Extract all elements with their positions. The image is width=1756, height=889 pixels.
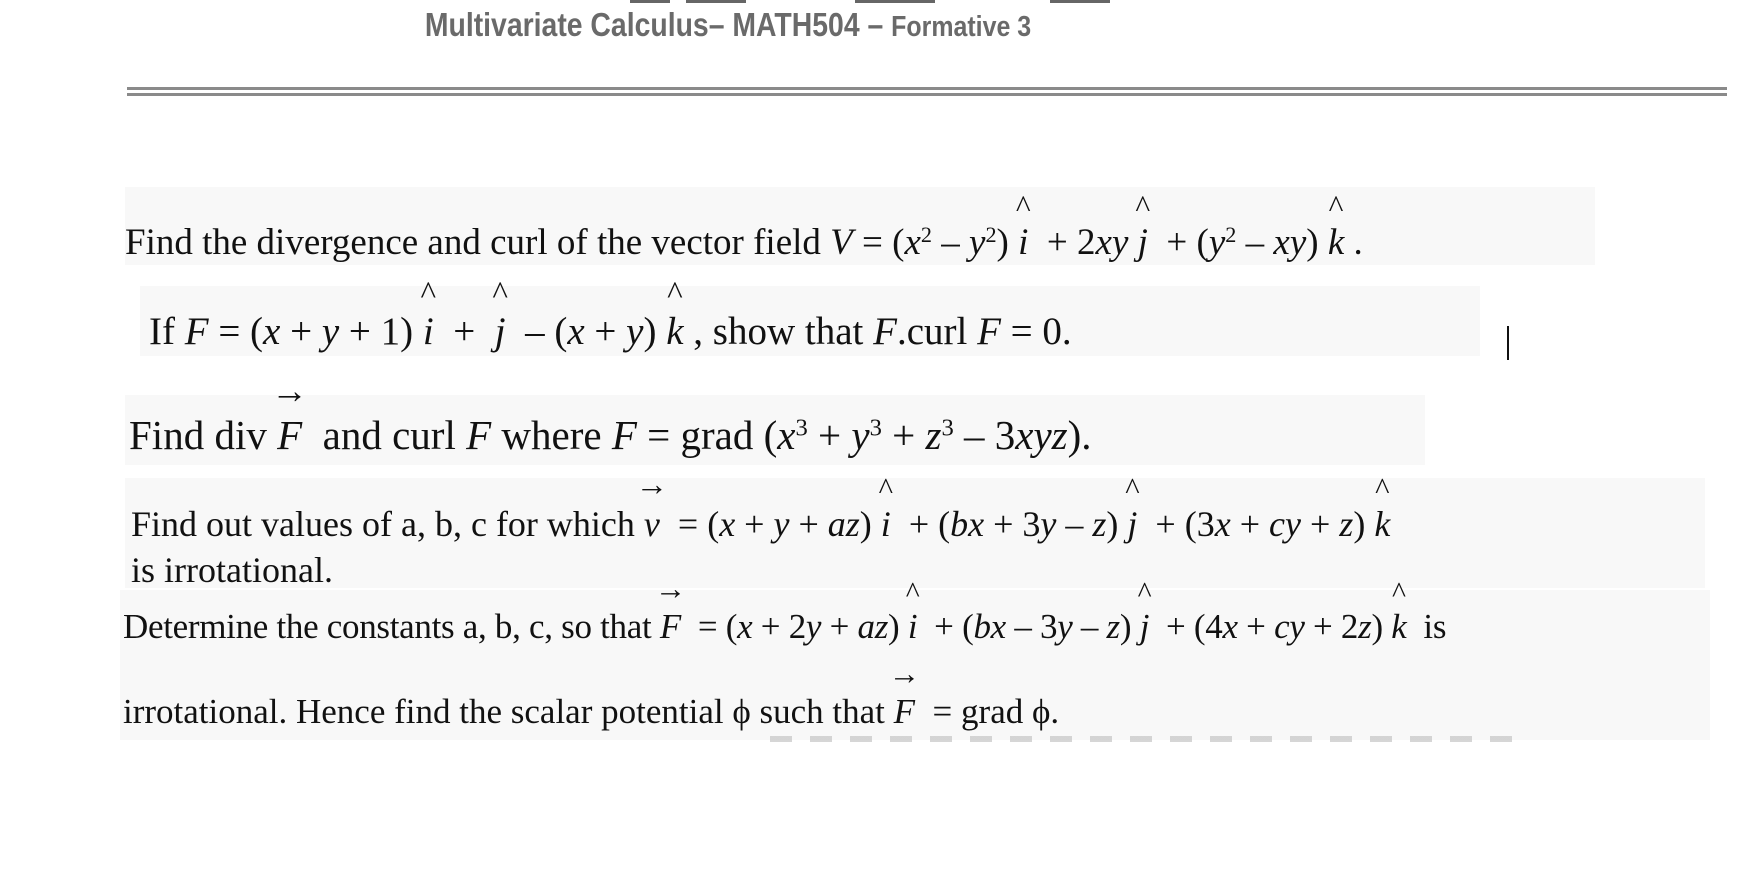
question-4-var: → v (644, 506, 660, 542)
unit-vector-j-hat: ^ j (1140, 609, 1149, 644)
header-top-mark (1050, 0, 1110, 3)
unit-vector-k-hat: ^ k (666, 312, 683, 351)
title-main: Multivariate Calculus– MATH504 – (424, 6, 884, 43)
question-2-var: F (184, 310, 209, 353)
question-4: Find out values of a, b, c for which → v = (x + y + az) ^ i + (bx + 3y – z) ^ j + (3x + cy + z) ^ k (131, 506, 1390, 542)
header-top-mark (630, 0, 670, 3)
unit-vector-i-hat: ^ i (908, 609, 917, 644)
question-4-continuation: is irrotational. (131, 550, 333, 590)
question-3-var: → F (277, 415, 302, 456)
cropped-text-remnant (770, 736, 1530, 742)
question-3-lead: Find div (129, 412, 278, 458)
unit-vector-j-hat: ^ j (1127, 506, 1137, 542)
question-4-lead: Find out values of a, b, c for which (131, 504, 644, 544)
question-1-lead: Find the divergence and curl of the vector field (125, 222, 831, 263)
unit-vector-k-hat: ^ k (1391, 609, 1406, 644)
question-1-var: V (830, 222, 853, 263)
header-divider (127, 93, 1727, 96)
unit-vector-j-hat: ^ j (1138, 224, 1148, 261)
title-sub: Formative 3 (891, 11, 1032, 43)
question-1: Find the divergence and curl of the vector field $V = (x^2 - y^2)$ ^ i + 2xy ^ $j + (y^2 - xy)$ ^ k . (125, 224, 1363, 261)
unit-vector-k-hat: ^ k (1328, 224, 1344, 261)
question-3: Find div → F and curl F where F = grad $(x^3 + y^3 + z^3 - 3xyz)$. (129, 415, 1092, 456)
header-divider (127, 87, 1727, 90)
question-2-lead: If (149, 310, 185, 353)
unit-vector-k-hat: ^ k (1374, 506, 1390, 542)
question-5: Determine the constants a, b, c, so that → F = (x + 2y + az) ^ i + (bx – 3y – z) ^ j + (4x + cy + 2z) ^ k is (123, 609, 1446, 644)
question-5-lead: Determine the constants a, b, c, so that (123, 607, 660, 646)
question-5-continuation: irrotational. Hence find the scalar potential ϕ such that → F = grad ϕ. (123, 694, 1059, 729)
header-top-mark (855, 0, 935, 3)
question-2: If F = (x + y + 1) ^ i + ^ j – (x + y) ^ k , show that F.curl F = 0. (149, 312, 1072, 351)
unit-vector-j-hat: ^ j (495, 312, 506, 351)
unit-vector-i-hat: ^ i (423, 312, 434, 351)
unit-vector-i-hat: ^ i (881, 506, 891, 542)
page-title (102, 6, 1354, 44)
question-5-var: → F (660, 609, 681, 644)
header-top-mark (686, 0, 746, 3)
unit-vector-i-hat: ^ i (1018, 224, 1028, 261)
text-cursor-mark (1507, 326, 1509, 360)
